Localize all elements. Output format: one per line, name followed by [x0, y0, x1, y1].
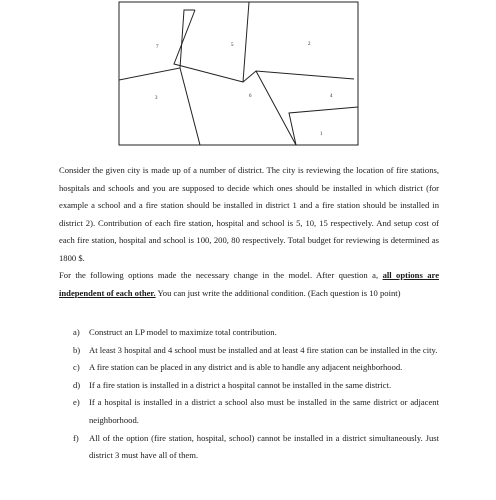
- question-item: [73, 394, 439, 429]
- district-label-4: 4: [330, 94, 333, 99]
- question-text: At least 3 hospital and 4 school must be installed and at least 4 fire station can be installed in the city.: [89, 344, 438, 355]
- district-label-5: 5: [231, 43, 234, 48]
- question-marker: e): [73, 397, 80, 408]
- question-marker: b): [73, 344, 81, 355]
- question-text: Construct an LP model to maximize total contribution.: [89, 327, 277, 337]
- district-label-6: 6: [249, 94, 252, 99]
- question-marker: c): [73, 362, 80, 373]
- district-label-3: 3: [155, 96, 158, 101]
- district-map: [0, 0, 496, 160]
- question-text: If a hospital is installed in a district a school also must be installed in the same district or adjacent neighborhood.: [89, 397, 439, 425]
- question-marker: a): [73, 327, 80, 337]
- question-text: If a fire station is installed in a district a hospital cannot be installed in the same district.: [89, 379, 392, 390]
- district-boundaries: [119, 2, 358, 145]
- map-border: [119, 2, 358, 145]
- problem-description: Consider the given city is made up of a number of district. The city is reviewing the location of fire stations, hospitals and schools and you are supposed to decide which ones should be installed in which district (for example a school and a fire station should be installed in district 1 and a fire station should be installed in district 2). Contribution of each fire station, hospital and school is 5, 10, 15 respectively. And setup cost of each fire station, hospital and school is 100, 200, 80 respectively. Total budget for reviewing is determined as 1800 $.: [59, 165, 439, 263]
- question-item: [73, 430, 439, 465]
- district-label-1: 1: [320, 132, 323, 137]
- district-label-7: 7: [156, 45, 159, 50]
- question-list: [73, 324, 439, 465]
- instructions-paragraph: [59, 267, 439, 302]
- district-label-2: 2: [308, 42, 311, 47]
- question-marker: d): [73, 379, 81, 390]
- independence-note: all options are independent of each other.: [59, 270, 440, 298]
- question-item: [73, 359, 439, 377]
- instructions-text: For the following options made the necessary change in the model. After question a,: [59, 270, 383, 280]
- question-text: All of the option (fire station, hospital, school) cannot be installed in a district simultaneously. Just district 3 must have all of them.: [89, 432, 439, 461]
- question-marker: f): [73, 432, 79, 443]
- question-item: [73, 377, 439, 395]
- question-text: A fire station can be placed in any district and is able to handle any adjacent neighborhood.: [89, 362, 403, 373]
- question-item: [73, 342, 439, 360]
- instructions-text-continued: You can just write the additional condition. (Each question is 10 point): [155, 287, 401, 298]
- question-item: [73, 324, 439, 342]
